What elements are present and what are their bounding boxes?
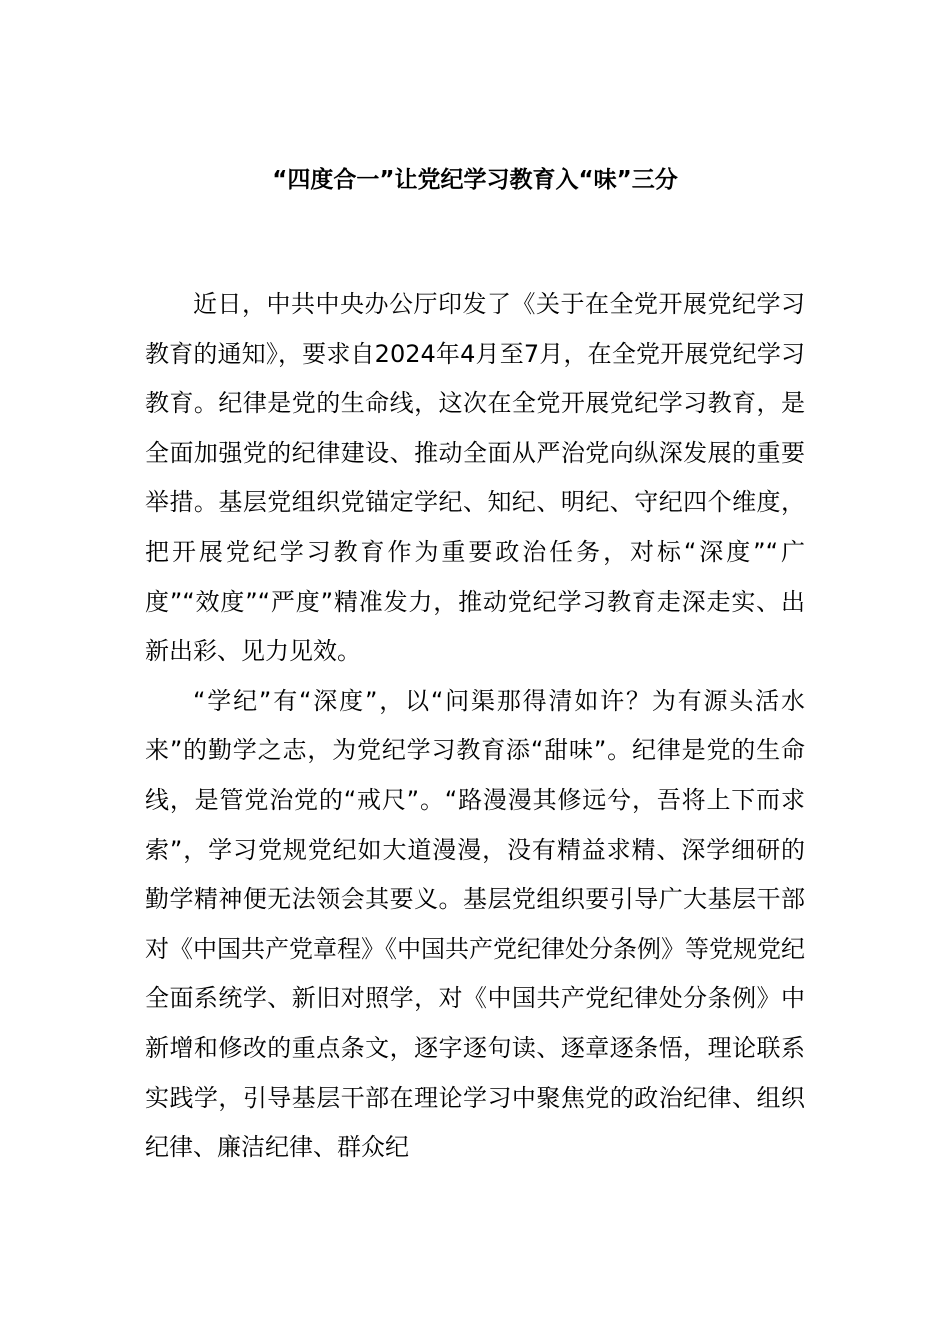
document-title: “四度合一”让党纪学习教育入“味”三分 (272, 167, 678, 193)
paragraph-study-depth: “学纪”有“深度”，以“问渠那得清如许？为有源头活水来”的勤学之志，为党纪学习教育添“甜味”。纪律是党的生命线，是管党治党的“戒尺”。“路漫漫其修远兮，吾将上下而求索”，学习党规党纪如大道漫漫，没有精益求精、深学细研的勤学精神便无法领会其要义。基层党组织要引导广大基层干部对《中国共产党章程》《中国共产党纪律处分条例》等党规党纪全面系统学、新旧对照学，对《中国共产党纪律处分条例》中新增和修改的重点条文，逐字逐句读、逐章逐条悟，理论联系实践学，引导基层干部在理论学习中聚焦党的政治纪律、组织纪律、廉洁纪律、群众纪 (145, 686, 805, 1162)
paragraph-intro: 近日，中共中央办公厅印发了《关于在全党开展党纪学习教育的通知》，要求自2024年4月至7月，在全党开展党纪学习教育。纪律是党的生命线，这次在全党开展党纪学习教育，是全面加强党的纪律建设、推动全面从严治党向纵深发展的重要举措。基层党组织党锚定学纪、知纪、明纪、守纪四个维度，把开展党纪学习教育作为重要政治任务，对标“深度”“广度”“效度”“严度”精准发力，推动党纪学习教育走深走实、出新出彩、见力见效。 (145, 290, 805, 666)
document-body (145, 280, 805, 1173)
